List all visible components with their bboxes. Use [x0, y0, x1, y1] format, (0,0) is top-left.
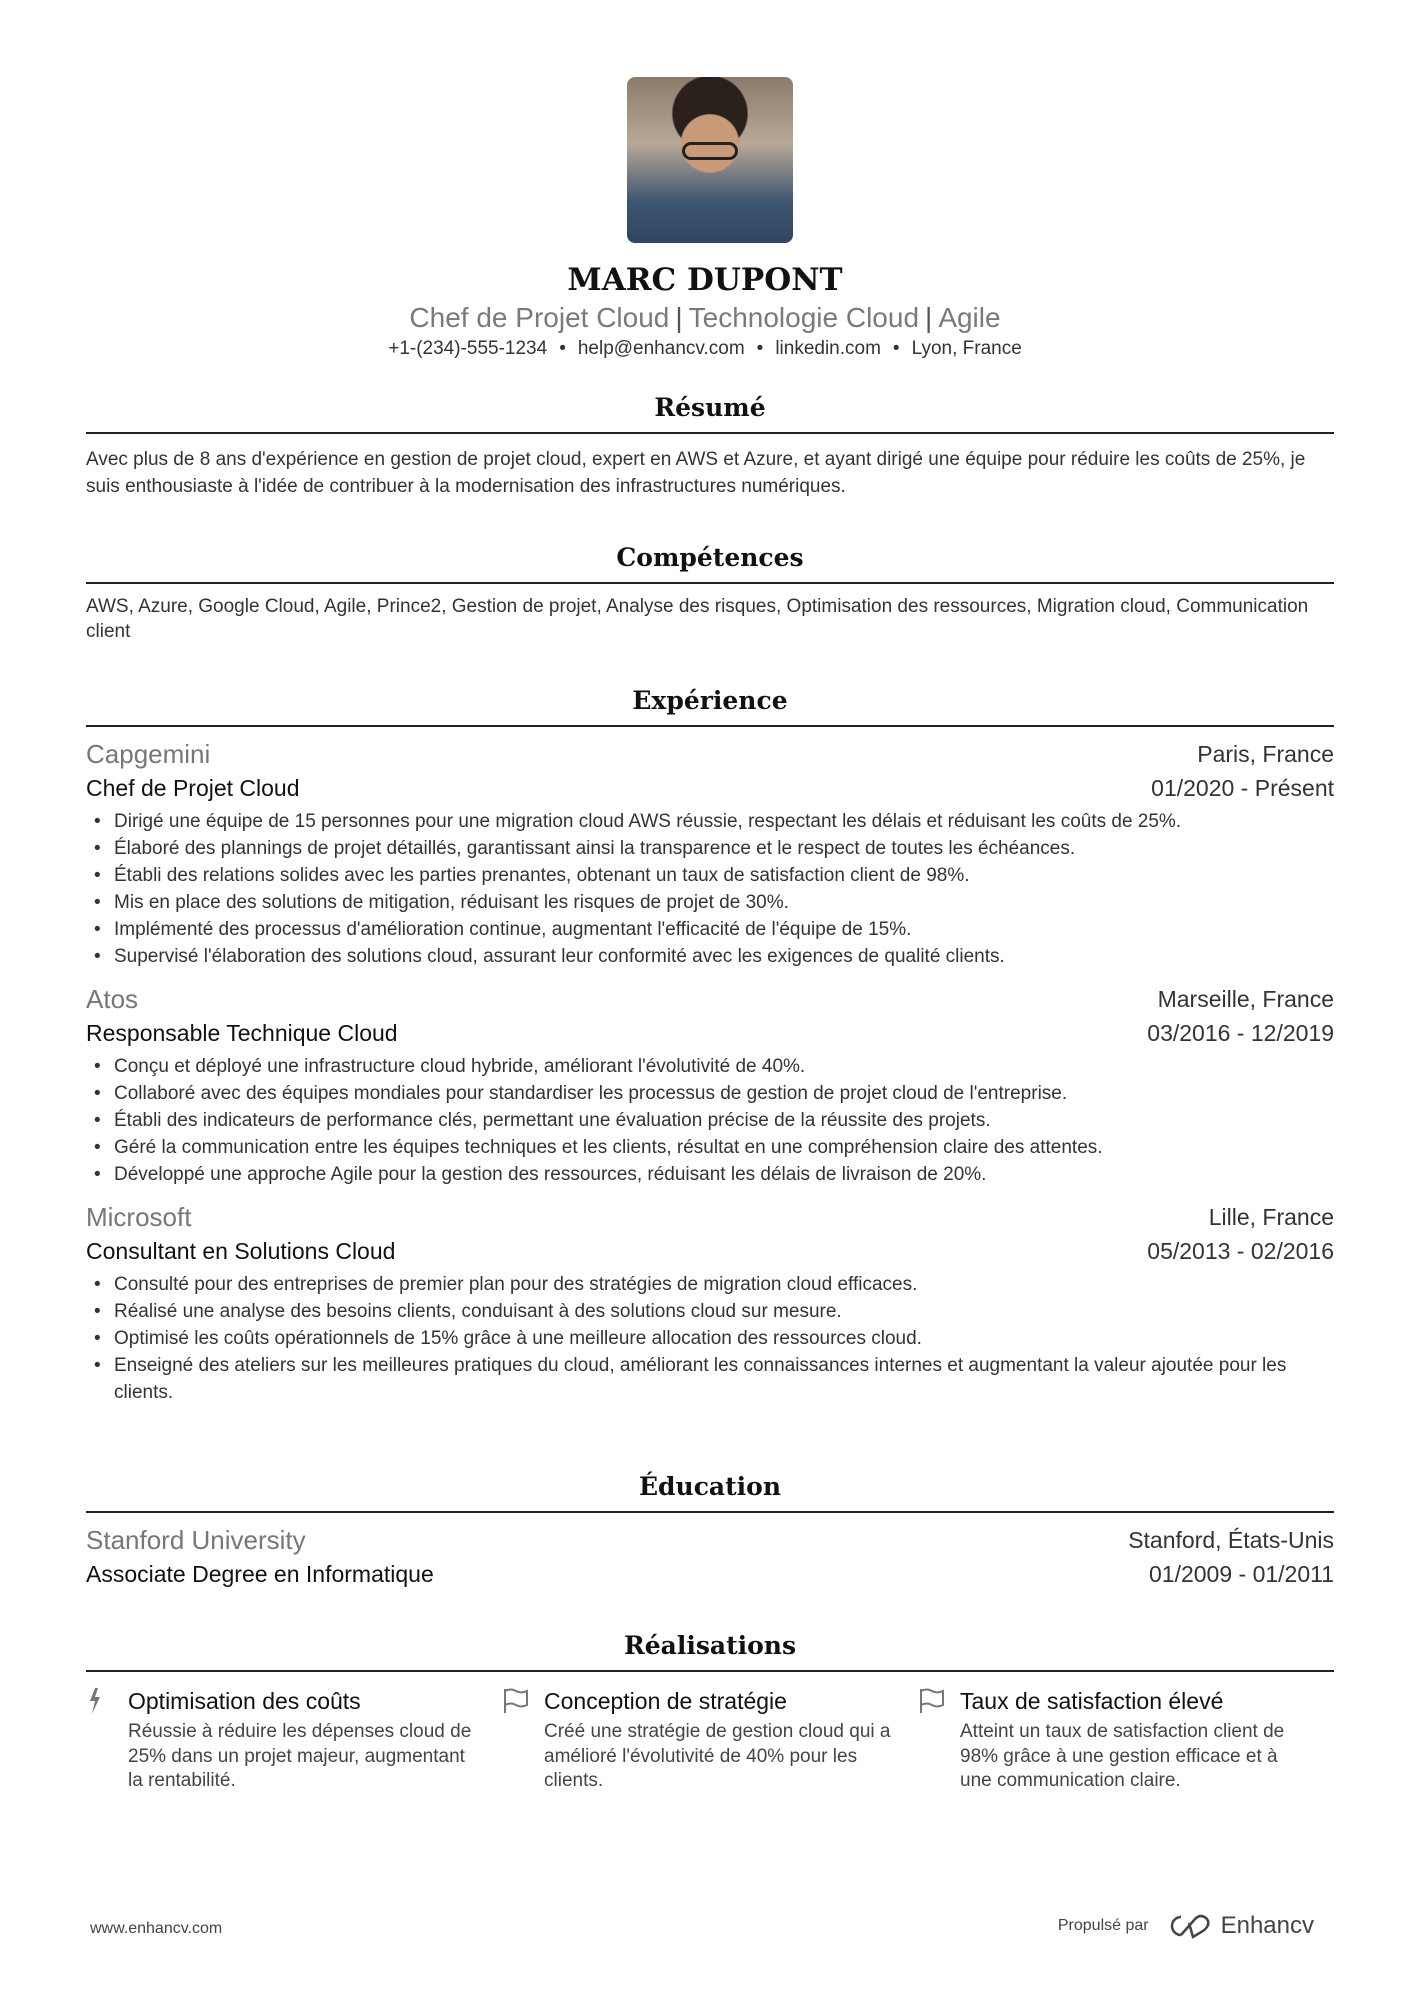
job-bullets [86, 1053, 1334, 1188]
achievement-desc: Réussie à réduire les dépenses cloud de 25% dans un projet majeur, augmentant la rentabilité. [128, 1721, 472, 1791]
headline [0, 302, 1410, 334]
linkedin[interactable]: linkedin.com [775, 338, 881, 359]
education-dates: 01/2009 - 01/2011 [1148, 1561, 1334, 1587]
footer-brand [1058, 1912, 1314, 1940]
email[interactable]: help@enhancv.com [577, 338, 745, 359]
job-dates: 03/2016 - 12/2019 [1147, 1020, 1334, 1046]
bullet-item: • Établi des indicateurs de performance clés, permettant une évaluation précise de la réussite des projets. [86, 1107, 1334, 1134]
experience-section [86, 686, 1334, 1406]
flag-icon [918, 1686, 960, 1794]
company: Capgemini [86, 739, 211, 769]
bullet-item: • Conçu et déployé une infrastructure cloud hybride, améliorant l'évolutivité de 40%. [86, 1053, 1334, 1080]
job-entry [86, 737, 1334, 970]
bullet-item: • Optimisé les coûts opérationnels de 15% grâce à une meilleure allocation des ressources cloud. [86, 1325, 1334, 1352]
education-section [86, 1472, 1334, 1591]
enhancv-logo-icon [1167, 1913, 1213, 1939]
job-role: Consultant en Solutions Cloud [86, 1238, 396, 1264]
flag-icon [502, 1686, 544, 1794]
phone[interactable]: +1-(234)-555-1234 [388, 338, 548, 359]
brand-name: Enhancv [1220, 1912, 1314, 1939]
achievement-title: Optimisation des coûts [128, 1688, 361, 1714]
achievement-title: Taux de satisfaction élevé [960, 1688, 1224, 1714]
section-heading: Expérience [86, 686, 1334, 727]
job-role: Chef de Projet Cloud [86, 775, 300, 801]
bullet-item: • Géré la communication entre les équipes techniques et les clients, résultat en une compréhension claire des attentes. [86, 1134, 1334, 1161]
job-role: Responsable Technique Cloud [86, 1020, 398, 1046]
bullet-item: • Enseigné des ateliers sur les meilleures pratiques du cloud, améliorant les connaissances internes et augmentant la valeur ajoutée pour les clients. [86, 1352, 1334, 1406]
lightning-icon [86, 1686, 128, 1794]
dot: • [756, 338, 764, 359]
degree: Associate Degree en Informatique [86, 1561, 434, 1587]
job-location: Paris, France [1197, 741, 1334, 767]
school: Stanford University [86, 1525, 306, 1555]
bullet-item: • Collaboré avec des équipes mondiales pour standardiser les processus de gestion de projet cloud de l'entreprise. [86, 1080, 1334, 1107]
job-location: Marseille, France [1157, 986, 1334, 1012]
bullet-item: • Consulté pour des entreprises de premier plan pour des stratégies de migration cloud efficaces. [86, 1271, 1334, 1298]
section-heading: Résumé [86, 393, 1334, 434]
achievement-item [502, 1686, 918, 1794]
candidate-name: MARC DUPONT [567, 262, 843, 298]
job-dates: 05/2013 - 02/2016 [1147, 1238, 1334, 1264]
job-bullets [86, 1271, 1334, 1406]
section-heading: Réalisations [86, 1631, 1334, 1672]
skills-section [86, 543, 1334, 644]
achievements-section [86, 1631, 1334, 1794]
bullet-item: • Réalisé une analyse des besoins clients, conduisant à des solutions cloud sur mesure. [86, 1298, 1334, 1325]
headline-title: Agile [938, 302, 1001, 333]
separator: | [675, 302, 683, 333]
summary-section [86, 393, 1334, 500]
summary-text: Avec plus de 8 ans d'expérience en gestion de projet cloud, expert en AWS et Azure, et ayant dirigé une équipe pour réduire les coûts de 25%, je suis enthousiaste à l'idée de contribuer à la modernisation des infrastructures numériques. [86, 449, 1306, 497]
section-heading: Éducation [86, 1472, 1334, 1513]
enhancv-logo[interactable] [1167, 1912, 1314, 1940]
education-entry [86, 1523, 1334, 1591]
powered-by: Propulsé par [1057, 1917, 1149, 1934]
job-entry [86, 982, 1334, 1188]
footer-website[interactable]: www.enhancv.com [90, 1920, 223, 1937]
bullet-item: • Développé une approche Agile pour la gestion des ressources, réduisant les délais de livraison de 20%. [86, 1161, 1334, 1188]
contact-info [0, 338, 1410, 360]
company: Atos [86, 984, 139, 1014]
headline-title: Technologie Cloud [688, 302, 920, 333]
bullet-item: • Dirigé une équipe de 15 personnes pour une migration cloud AWS réussie, respectant les délais et réduisant les coûts de 25%. [86, 808, 1334, 835]
bullet-item: • Élaboré des plannings de projet détaillés, garantissant ainsi la transparence et le respect de toutes les échéances. [86, 835, 1334, 862]
job-location: Lille, France [1208, 1204, 1334, 1230]
skills-text: AWS, Azure, Google Cloud, Agile, Prince2, Gestion de projet, Analyse des risques, Optimisation des ressources, Migration cloud, Communication client [86, 596, 1309, 642]
bullet-item: • Mis en place des solutions de mitigation, réduisant les risques de projet de 30%. [86, 889, 1334, 916]
company: Microsoft [86, 1202, 192, 1232]
separator: | [925, 302, 933, 333]
bullet-item: • Établi des relations solides avec les parties prenantes, obtenant un taux de satisfaction client de 98%. [86, 862, 1334, 889]
achievement-title: Conception de stratégie [544, 1688, 787, 1714]
headline-title: Chef de Projet Cloud [409, 302, 670, 333]
school-location: Stanford, États-Unis [1128, 1527, 1334, 1553]
job-bullets [86, 808, 1334, 970]
bullet-item: • Implémenté des processus d'amélioration continue, augmentant l'efficacité de l'équipe de 15%. [86, 916, 1334, 943]
achievement-desc: Créé une stratégie de gestion cloud qui a amélioré l'évolutivité de 40% pour les clients. [544, 1721, 891, 1791]
location: Lyon, France [911, 338, 1022, 359]
section-heading: Compétences [86, 543, 1334, 584]
job-entry [86, 1200, 1334, 1406]
job-dates: 01/2020 - Présent [1151, 775, 1334, 801]
dot: • [892, 338, 900, 359]
achievement-item [86, 1686, 502, 1794]
achievement-item [918, 1686, 1334, 1794]
achievement-desc: Atteint un taux de satisfaction client de 98% grâce à une gestion efficace et à une communication claire. [960, 1721, 1285, 1791]
dot: • [559, 338, 566, 359]
profile-photo [627, 77, 793, 243]
bullet-item: • Supervisé l'élaboration des solutions cloud, assurant leur conformité avec les exigences de qualité clients. [86, 943, 1334, 970]
